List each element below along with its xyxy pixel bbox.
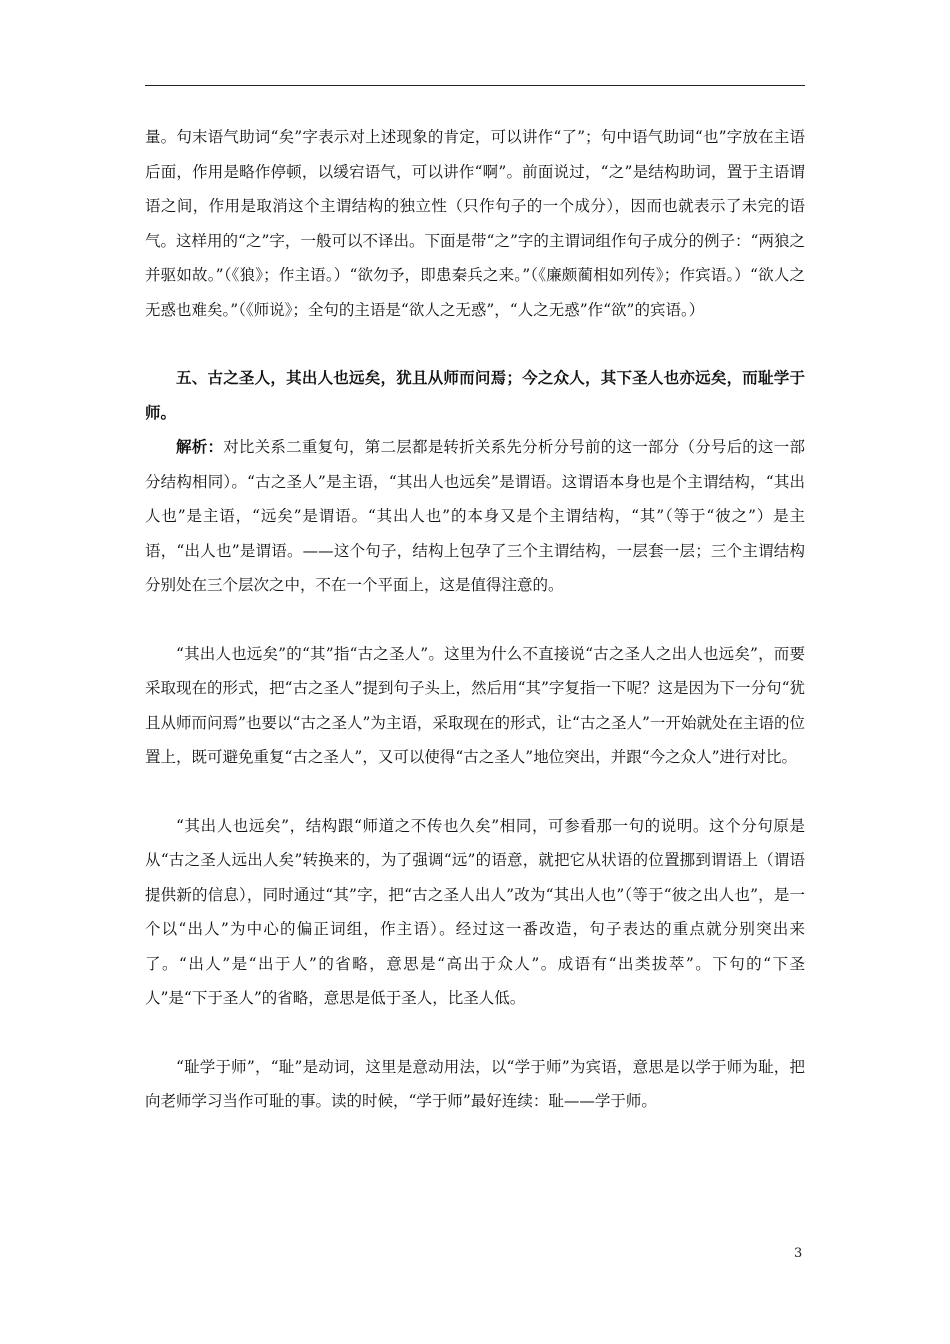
header-rule bbox=[145, 85, 805, 86]
analysis-paragraph bbox=[145, 430, 805, 603]
analysis-label: 解析： bbox=[176, 437, 224, 456]
analysis-text: 对比关系二重复句，第二层都是转折关系先分析分号前的这一部分（分号后的这一部分结构相同）。“古之圣人”是主语，“其出人也远矣”是谓语。这谓语本身也是个主谓结构，“其出人也”是主语，“远矣”是谓语。“其出人也”的本身又是个主谓结构，“其”（等于“彼之”）是主语，“出人也”是谓语。——这个句子，结构上包孕了三个主谓结构，一层套一层；三个主谓结构分别处在三个层次之中，不在一个平面上，这是值得注意的。 bbox=[145, 438, 805, 594]
paragraph-chi-xue-yu-shi: “耻学于师”，“耻”是动词，这里是意动用法，以“学于师”为宾语，意思是以学于师为耻，把向老师学习当作可耻的事。读的时候，“学于师”最好连续：耻——学于师。 bbox=[145, 1057, 805, 1110]
section-heading: 五、古之圣人，其出人也远矣，犹且从师而问焉；今之众人，其下圣人也亦远矣，而耻学于师。 bbox=[145, 368, 805, 422]
paragraph-qi-reference: “其出人也远矣”的“其”指“古之圣人”。这里为什么不直接说“古之圣人之出人也远矣”，而要采取现在的形式，把“古之圣人”提到句子头上，然后用“其”字复指一下呢？这是因为下一分句“犹且从师而问焉”也要以“古之圣人”为主语，采取现在的形式，让“古之圣人”一开始就处在主语的位置上，既可避免重复“古之圣人”，又可以使得“古之圣人”地位突出，并跟“今之众人”进行对比。 bbox=[145, 644, 805, 766]
paragraph-continuation: 量。句末语气助词“矣”字表示对上述现象的肯定，可以讲作“了”；句中语气助词“也”字放在主语后面，作用是略作停顿，以缓宕语气，可以讲作“啊”。前面说过，“之”是结构助词，置于主语谓语之间，作用是取消这个主谓结构的独立性（只作句子的一个成分），因而也就表示了未完的语气。这样用的“之”字，一般可以不译出。下面是带“之”字的主谓词组作句子成分的例子：“两狼之并驱如故。”（《狼》；作主语。）“欲勿予，即患秦兵之来。”（《廉颇蔺相如列传》；作宾语。）“欲人之无惑也难矣。”（《师说》；全句的主语是“欲人之无惑”，“人之无惑”作“欲”的宾语。） bbox=[145, 128, 805, 319]
document-body bbox=[145, 120, 805, 1119]
page-number: 3 bbox=[794, 1246, 803, 1261]
paragraph-structure: “其出人也远矣”，结构跟“师道之不传也久矣”相同，可参看那一句的说明。这个分句原是从“古之圣人远出人矣”转换来的，为了强调“远”的语意，就把它从状语的位置挪到谓语上（谓语提供新的信息），同时通过“其”字，把“古之圣人出人”改为“其出人也”（等于“彼之出人也”，是一个以“出人”为中心的偏正词组，作主语）。经过这一番改造，句子表达的重点就分别突出来了。“出人”是“出于人”的省略，意思是“高出于众人”。成语有“出类拔萃”。下句的“下圣人”是“下于圣人”的省略，意思是低于圣人，比圣人低。 bbox=[145, 816, 805, 1007]
